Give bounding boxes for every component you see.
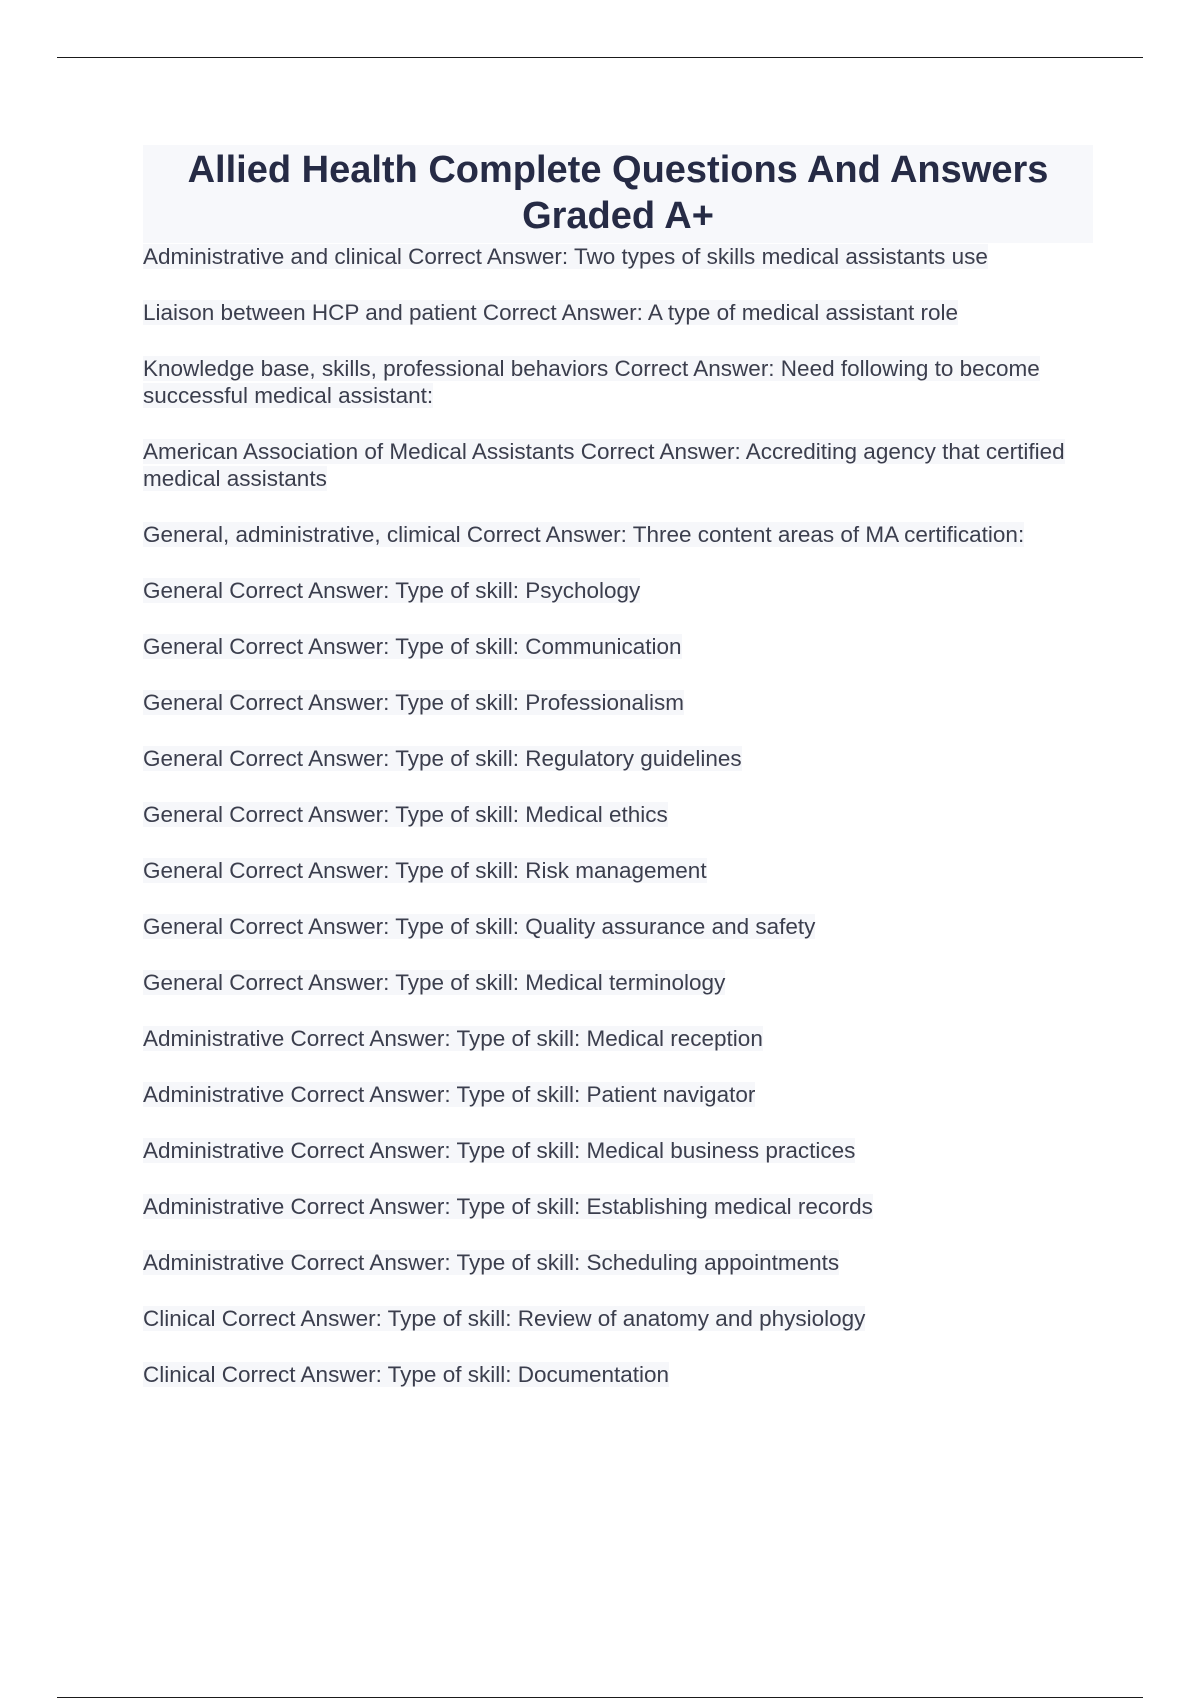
qa-item-text: Clinical Correct Answer: Type of skill: Review of anatomy and physiology [143, 1306, 866, 1331]
qa-item-text: Administrative Correct Answer: Type of skill: Medical business practices [143, 1138, 856, 1163]
qa-item [143, 577, 1093, 604]
qa-item-text: American Association of Medical Assistants Correct Answer: Accrediting agency that certified medical assistants [143, 439, 1065, 491]
qa-item-text: Administrative Correct Answer: Type of skill: Scheduling appointments [143, 1250, 840, 1275]
qa-item [143, 745, 1093, 772]
qa-item [143, 801, 1093, 828]
qa-item-text: Administrative Correct Answer: Type of skill: Establishing medical records [143, 1194, 873, 1219]
qa-item-text: General Correct Answer: Type of skill: Professionalism [143, 690, 685, 715]
qa-item-text: General Correct Answer: Type of skill: Medical terminology [143, 970, 726, 995]
qa-item-text: Administrative Correct Answer: Type of skill: Medical reception [143, 1026, 763, 1051]
qa-item [143, 689, 1093, 716]
qa-item [143, 299, 1093, 326]
qa-item [143, 355, 1093, 409]
qa-item [143, 969, 1093, 996]
top-rule [57, 57, 1143, 58]
qa-item-text: General Correct Answer: Type of skill: Risk management [143, 858, 707, 883]
qa-item-text: Clinical Correct Answer: Type of skill: Documentation [143, 1362, 670, 1387]
qa-item [143, 1361, 1093, 1388]
qa-item [143, 1025, 1093, 1052]
qa-item [143, 438, 1093, 492]
qa-item-text: General Correct Answer: Type of skill: Quality assurance and safety [143, 914, 816, 939]
qa-item-text: General Correct Answer: Type of skill: Regulatory guidelines [143, 746, 742, 771]
qa-item-text: Administrative and clinical Correct Answer: Two types of skills medical assistants use [143, 244, 988, 269]
document-body [143, 145, 1093, 1417]
qa-item-text: General Correct Answer: Type of skill: Psychology [143, 578, 641, 603]
qa-item [143, 1305, 1093, 1332]
qa-item-text: General Correct Answer: Type of skill: Communication [143, 634, 682, 659]
bottom-rule [57, 1697, 1143, 1698]
qa-item [143, 913, 1093, 940]
qa-item [143, 243, 1093, 270]
qa-item [143, 1193, 1093, 1220]
qa-item-text: General Correct Answer: Type of skill: Medical ethics [143, 802, 668, 827]
qa-item [143, 521, 1093, 548]
document-title: Allied Health Complete Questions And Answers Graded A+ [143, 145, 1093, 243]
qa-item-text: General, administrative, climical Correct Answer: Three content areas of MA certification: [143, 522, 1025, 547]
qa-list [143, 243, 1093, 1388]
qa-item [143, 1137, 1093, 1164]
qa-item [143, 633, 1093, 660]
qa-item-text: Administrative Correct Answer: Type of skill: Patient navigator [143, 1082, 756, 1107]
qa-item [143, 1249, 1093, 1276]
qa-item-text: Liaison between HCP and patient Correct Answer: A type of medical assistant role [143, 300, 959, 325]
qa-item [143, 1081, 1093, 1108]
qa-item-text: Knowledge base, skills, professional behaviors Correct Answer: Need following to become successful medical assistant: [143, 356, 1040, 408]
qa-item [143, 857, 1093, 884]
